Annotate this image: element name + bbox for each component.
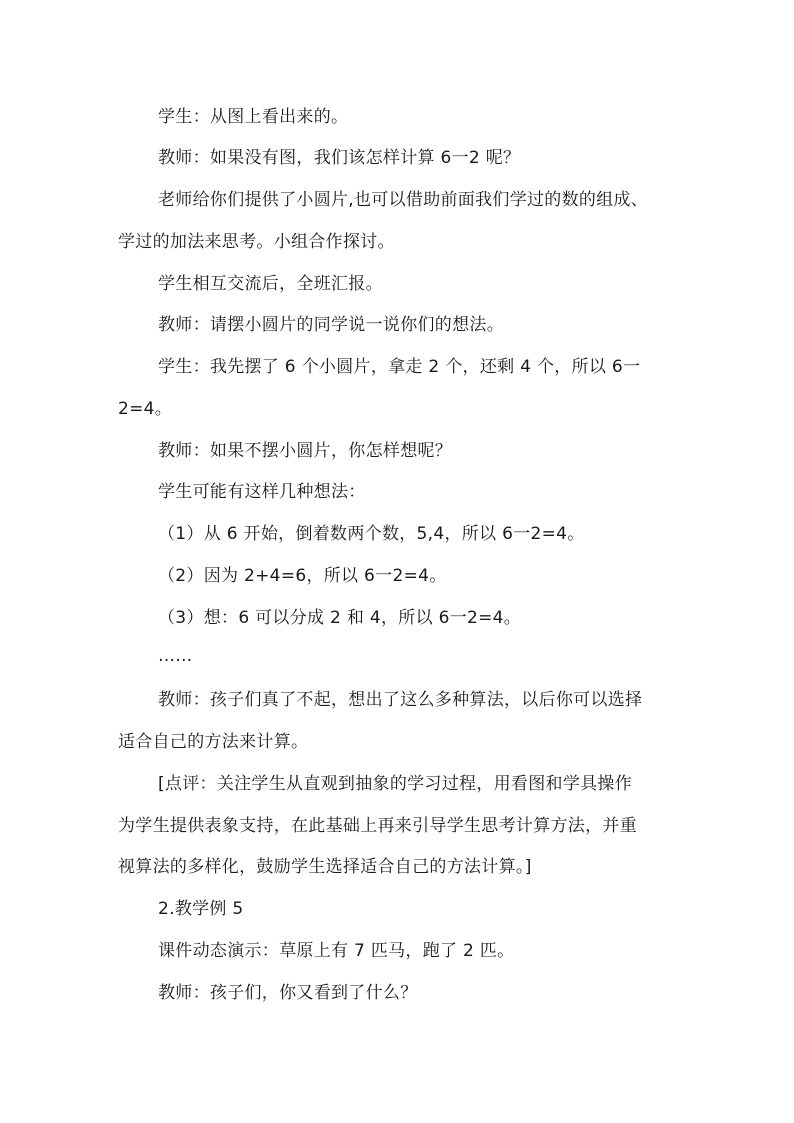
text-line: 学生：我先摆了 6 个小圆片，拿走 2 个，还剩 4 个，所以 6一 (158, 357, 641, 377)
text-line: 老师给你们提供了小圆片,也可以借助前面我们学过的数的组成、 (158, 190, 649, 210)
text-line: （1）从 6 开始，倒着数两个数，5,4，所以 6一2=4。 (158, 524, 585, 544)
text-line: 2=4。 (118, 399, 173, 419)
text-line: 教师：请摆小圆片的同学说一说你们的想法。 (158, 315, 504, 335)
text-line: 教师：孩子们，你又看到了什么？ (158, 983, 418, 1003)
text-line: （3）想：6 可以分成 2 和 4，所以 6一2=4。 (158, 608, 522, 628)
text-line: 视算法的多样化，鼓励学生选择适合自己的方法计算。] (118, 857, 532, 877)
text-line: 学过的加法来思考。小组合作探讨。 (118, 232, 395, 252)
text-line: 教师：孩子们真了不起，想出了这么多种算法，以后你可以选择 (158, 690, 643, 710)
text-line: （2）因为 2+4=6，所以 6一2=4。 (158, 566, 447, 586)
ellipsis-line: …… (158, 646, 193, 666)
section-heading: 2.教学例 5 (158, 899, 244, 919)
text-line: 学生可能有这样几种想法： (158, 482, 366, 502)
text-line: 学生：从图上看出来的。 (158, 107, 349, 127)
text-line: 适合自己的方法来计算。 (118, 732, 309, 752)
text-line: 课件动态演示：草原上有 7 匹马，跑了 2 匹。 (158, 941, 515, 961)
text-line: [点评：关注学生从直观到抽象的学习过程，用看图和学具操作 (158, 774, 633, 794)
text-line: 教师：如果没有图，我们该怎样计算 6一2 呢？ (158, 148, 521, 168)
text-line: 学生相互交流后，全班汇报。 (158, 274, 383, 294)
text-line: 为学生提供表象支持，在此基础上再来引导学生思考计算方法，并重 (118, 816, 637, 836)
text-line: 教师：如果不摆小圆片，你怎样想呢？ (158, 441, 453, 461)
